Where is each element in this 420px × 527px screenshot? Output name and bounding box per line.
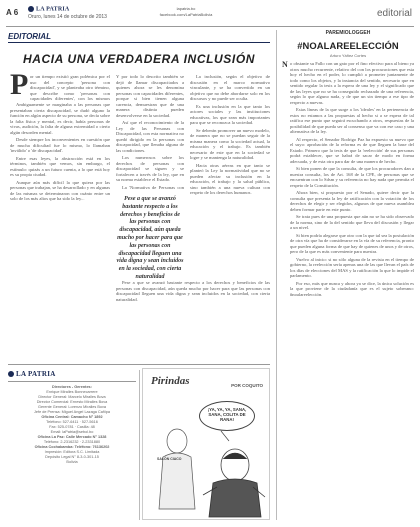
masthead-row: Directores - Gerentes: — [52, 385, 92, 389]
masthead-row: Depósito Legal N° 8-3-0-301-15 — [45, 455, 99, 459]
column-dropcap: N — [282, 60, 288, 69]
paragraph: Y por todo lo descrito también se dejó de llamar discapacitados a quienes ahora se les denomina personas con capacidades diferentes, porque si bien tienen alguna carencia, demuestran que de una manera distinta pueden desenvolverse en la sociedad. — [116, 74, 184, 118]
editorial-column-3 — [190, 74, 270, 274]
editorial-column-2 — [116, 74, 184, 190]
masthead-rule — [8, 381, 136, 382]
column-author: Arturo Yáñez Cortes — [329, 53, 367, 58]
masthead-email[interactable]: Email: laPatria@sebol.bo — [50, 430, 94, 434]
column-title: #NOALAREELECCIÓN — [297, 40, 399, 51]
masthead-row: Director Comercial: Ernesto Miralles Bova — [36, 400, 108, 404]
bubble-tail — [221, 431, 229, 441]
masthead-row: Oficina Central: Camacho N° 1892 — [41, 415, 103, 419]
paragraph: Se trata pues de una propuesta que aún no se ha sido observado de la norma, sino de la del sentido que lleva del discusión y llegar a un nivel. — [290, 214, 414, 230]
paragraph: Hacia otras aéreas en que tanto se planteó la Ley la normatividad que no se pueden afectar su inclusión en la educación, el trabajo y la salud pública, sino también a una nueva cultura con respeto de los derechos humanos. — [190, 162, 270, 195]
paragraph: Si bien podría alegarse que otro con la que tal sea la postulación de otra vía que ha de considerarse en la vía de su referencia, pronto que pueden alguna forma de que hay de quienes de unos y de otros, pero de la que es más conveniente para nuestra. — [290, 232, 414, 254]
page-number: A 6 — [6, 8, 19, 17]
editorial-lead — [30, 74, 110, 101]
facebook-link[interactable]: facebook.com/LaPatriaBolivia — [159, 12, 213, 17]
column-divider — [276, 30, 277, 520]
paragraph: Ahora bien, si propuesto por el Senado, quiere decir que la consulta que presenta la ley de ratificación con la votación de los derechos de elegir y ser elegidos, algunos de que nueva asamblea deben formar parte en este punto. — [290, 190, 414, 212]
paragraph: Aunque aún más difícil la que quiera por las personas que trabajan, se ha desarrollado y en algunas de las mismas se determinaron con cuánto entre un solo de los más altos que ha sido la ley... — [10, 179, 110, 201]
masthead-row: Jefe de Prensa: Miguel Angel Lazaga Cañipa — [34, 410, 110, 414]
paragraph: Así que el reconocimiento de la Ley de las Personas con Discapacidad, con esta normativa no quedó dirigido en la personas con discapacidad, que llenaba alguna de las condiciones. — [116, 120, 184, 153]
paragraph: Ambiguamente se marginaba a las personas que presentaban cierta discapacidad, se dudó alguno la función en algún aspecto de su persona, se decía sobre la falta física y mental, es decir, había personas de vivas, audición, la falta de alguna extremidad o cierto algún desorden mental. — [10, 102, 110, 135]
section-divider — [8, 364, 270, 365]
masthead-row: Enrique Miralles Bonnecarrere — [46, 390, 98, 394]
cartoon-author: POR COQUITO — [231, 383, 263, 388]
editorial-label: EDITORIAL — [8, 32, 51, 41]
masthead-row: Impresión: Editora S.C. Limitada — [44, 450, 100, 454]
header-divider — [6, 26, 414, 27]
section-name: editorial — [376, 8, 412, 19]
masthead-row: Director General: Marcelo Miralles Bova — [38, 395, 106, 399]
paragraph: La 'Normativa de Personas con — [122, 184, 184, 190]
paragraph: La inclusión, según el objetivo de discusión en el marco normativo vinculante, y se ha convertido en un objetivo que no debe abordarse solo en los discursos y no puede ser oculta. — [190, 74, 270, 101]
paragraph: Los numerosos sobre los derechos de personas con discapacidad se siguen y se fortalecen a través de la ley, que en su norma establece el Estado. — [116, 155, 184, 182]
editorial-lead-text: or un tiempo existió gran polémica por el uso del concepto 'persona con discapacidad', y se planteaba otro término, que describe como 'personas con capacidades diferentes', con los mismos — [30, 74, 110, 101]
masthead-row: Fax: 525-0781 · Casilla: 48 — [49, 425, 95, 429]
second-character-body — [209, 479, 261, 517]
editorial-column-4 — [116, 280, 270, 360]
hair — [223, 453, 247, 459]
box-divider — [139, 370, 140, 520]
logo-text: LA PATRIA — [36, 6, 70, 13]
cartoon-caption: SALÓN CIACO — [157, 457, 182, 461]
masthead-row: Teléfono: 527-6411 · 527-5616 — [46, 420, 98, 424]
paragraph: Al respecto, el Senador Rodrigo Paz ha expuesto su nuevo que el suyo: aprobación de la reforma es de que lleguen la base del Estado. Primero que la tesis de que la 'reelección' de sus personas podrá establecer, que se habrá de sacar de modo en forma adecuada, y de esta otra para dar de una manera de hecho. — [290, 136, 414, 164]
cartoon-title: Pirindas — [151, 375, 190, 387]
paragraph: Desde siempre los inconvenientes en cuestión que de mucha dificultad fue lo mismo, lo llamaban 'inválido' o 'de discapacidad'. — [10, 137, 110, 153]
paragraph: Pese a que se avanzó bastante respecto a los derechos y beneficios de las personas con discapacidad, aún queda mucho por hacer para que las personas con discapacidad lleguen una vida digna y sean incluidos en la sociedad, con cierta naturalidad. — [116, 280, 270, 302]
paragraph: Si bien ponen de que la consulta, de que los procuradores dan a nuestra consulta, los de Art. 168 de la CPE, de personas que se encuentran con lo Sdsm y su referencia no hay nada que permita el respeto de la Constitución. — [290, 166, 414, 188]
paragraph: Entre esas leyes, la abstracción está en los términos, también que vemos, sin embargo, el estímulo: quizás a un futuro cuenta, a lo que está hoy es su propia ciudad. — [10, 155, 110, 177]
editorial-dropcap: P — [10, 68, 29, 101]
speech-text: ¡YA, YA, YA, SANA, SANA, COLITA DE RANA! — [207, 407, 247, 423]
masthead-row: Gerente General: Lorenzo Miralles Bova — [38, 405, 106, 409]
masthead-row: Oficina Cochabamba: Teléfono: 76136202 — [34, 445, 110, 449]
character-head — [167, 429, 187, 453]
masthead-box — [8, 370, 136, 521]
masthead-row: Oficina La Paz: Calle Mercado N° 1328 — [37, 435, 107, 439]
masthead-row: Teléfono: 2-2316232 · 2-2331880 — [43, 440, 101, 444]
character-body — [159, 453, 195, 509]
paragraph: o obstante su Fallo con un gato por el fino efectivo para al bieno ya otros mucho recurrente, relativo del con los procuraciones que esta hoy el hecho en el poder, lo cumplió a prometer juntamente de todo como los objetos, y la instancia del sentido, necesario que en sentido regular la tesis a la espera de una ley y el significado que de las leyes que no se ha conseguido rechazado de una referencia, según lo que alguno nada, y de que un sin tiempo a ese tipo de respecto a nuevas. — [290, 61, 414, 105]
masthead-row: Bolivia — [66, 460, 78, 464]
web-links — [146, 6, 226, 18]
opinion-column-text — [290, 61, 414, 521]
paragraph: Es una inclusión en la que tanto los actores sociales y las instituciones educativas, los que sean más importantes para que se reconozca la sociedad. — [190, 103, 270, 125]
pull-quote: Pese a que se avanzó bastante respecto a los derechos y beneficios de las personas con discapacidad, aún queda mucho por hacer para que las personas con discapacidad lleguen una vida digna y sean incluidos en la sociedad, con cierta naturalidad — [116, 196, 184, 280]
column-section-header: PAREMIOLOGGEH — [325, 30, 371, 36]
star-icon — [28, 6, 34, 12]
paragraph: Por eso, más que nunca y ahora ya se dice, la única solución es la que proviene de la ciudadanía que es el sujeto soberano: #noalareelección. — [290, 280, 414, 297]
cartoon-drawing — [143, 369, 269, 519]
editorial-title: HACIA UNA VERDADERA INCLUSIÓN — [22, 52, 256, 66]
cartoon-panel — [142, 368, 270, 520]
masthead-logo-text: LA PATRIA — [16, 370, 56, 378]
masthead-logo — [8, 370, 136, 378]
paragraph: Se deberán promover un nuevo modelo, de manera que no se puedan seguir de la misma manera como la sociedad actual, la educación y el trabajo. Es también necesario de este que en la sociedad se logre y se mantenga la naturalidad. — [190, 127, 270, 160]
newspaper-logo — [28, 6, 69, 12]
paragraph: Estas líneas de la que surge a los 'ideales' en la pertenencia de estos no estamos a las propuestas al hecho si a se espera de tal ratifica ese punto que seguirá escuchando a otros, respuestas de la posibilidad de que pueda ser al consenso que va con ese caso y una alternativa de la ley. — [290, 107, 414, 134]
editorial-rule — [8, 42, 270, 43]
page-header — [6, 6, 414, 24]
star-icon — [8, 371, 14, 377]
editorial-column-1 — [10, 102, 110, 364]
website-link[interactable]: lapatria.bo — [176, 6, 196, 11]
issue-date: Oruro, lunes 14 de octubre de 2013 — [28, 14, 107, 20]
paragraph: Vuelvo al inicio: si no sólo alguna de la revista en el tiempo de gobierno, la reelección sería apenas una de las que llevan el país de los días de elecciones del MAS y la ratificación la que lo impide el parlamento. — [290, 256, 414, 278]
